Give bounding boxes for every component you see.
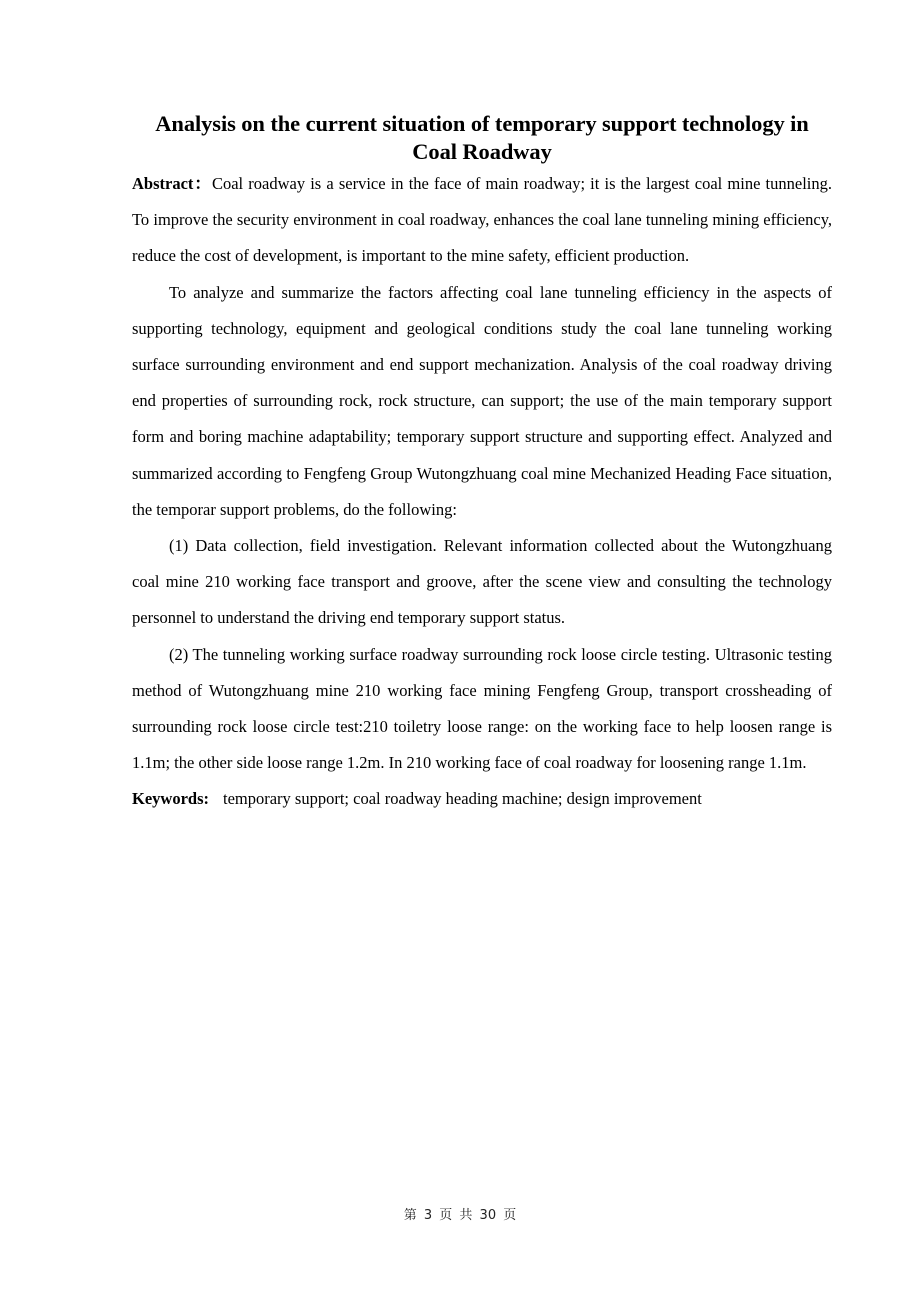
body-paragraph: (2) The tunneling working surface roadway surrounding rock loose circle testing. Ultrasonic testing method of Wutongzhuang mine 210 working face mining Fengfeng Group, transport crossheading of surrounding rock loose circle test:210 toiletry loose range: on the working face to help loosen range is 1.1m; the other side loose range 1.2m. In 210 working face of coal roadway for loosening range 1.1m.	[132, 644, 832, 773]
body-paragraph: (1) Data collection, field investigation. Relevant information collected about the Wutongzhuang coal mine 210 working face transport and groove, after the scene view and consulting the technology personnel to understand the driving end temporary support status.	[132, 536, 832, 628]
document-title: Analysis on the current situation of temporary support technology in Coal Roadway	[155, 111, 809, 164]
body-paragraph: To analyze and summarize the factors affecting coal lane tunneling efficiency in the aspects of supporting technology, equipment and geological conditions study the coal lane tunneling working surface surrounding environment and end support mechanization. Analysis of the coal roadway driving end properties of surrounding rock, rock structure, can support; the use of the main temporary support form and boring machine adaptability; temporary support structure and supporting effect. Analyzed and summarized according to Fengfeng Group Wutongzhuang coal mine Mechanized Heading Face situation, the temporar support problems, do the following:	[132, 282, 832, 519]
abstract-paragraph	[132, 166, 832, 275]
document-body	[132, 110, 832, 818]
keywords-text: temporary support; coal roadway heading machine; design improvement	[223, 789, 702, 809]
abstract-text: Coal roadway is a service in the face of main roadway; it is the largest coal mine tunneling. To improve the security environment in coal roadway, enhances the coal lane tunneling mining efficiency, reduce the cost of development, is important to the mine safety, efficient production.	[132, 174, 832, 266]
page-footer: 第 3 页 共 30 页	[403, 1208, 517, 1223]
keywords-line	[132, 781, 832, 817]
abstract-label: Abstract：	[132, 174, 212, 193]
keywords-label: Keywords:	[132, 789, 209, 809]
